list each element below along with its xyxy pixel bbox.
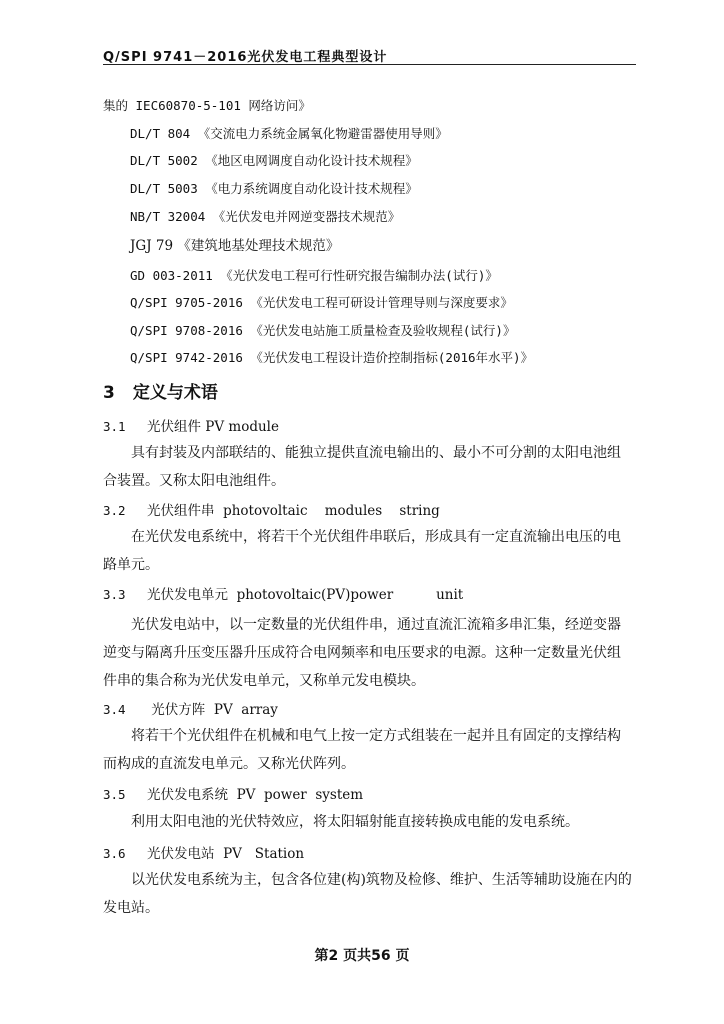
page-footer: 第2 页共56 页 (314, 948, 410, 964)
term-number: 3.1 (103, 419, 126, 434)
term-definition (103, 866, 634, 922)
reference-item: Q/SPI 9708-2016 《光伏发电站施工质量检查及验收规程(试行)》 (130, 323, 516, 338)
reference-item: DL/T 804 《交流电力系统金属氧化物避雷器使用导则》 (130, 126, 448, 141)
term-heading (103, 842, 304, 862)
term-definition (103, 808, 634, 836)
term-number: 3.2 (103, 503, 126, 518)
term-label: 光伏发电系统 PV power system (147, 787, 364, 803)
term-label: 光伏组件串 photovoltaic modules string (147, 503, 440, 519)
page-header: Q/SPI 9741－2016光伏发电工程典型设计 (103, 46, 636, 65)
reference-item: DL/T 5003 《电力系统调度自动化设计技术规程》 (130, 181, 418, 196)
term-heading (103, 698, 278, 718)
reference-item: GD 003-2011 《光伏发电工程可行性研究报告编制办法(试行)》 (130, 268, 498, 283)
reference-item: Q/SPI 9742-2016 《光伏发电工程设计造价控制指标(2016年水平)》 (130, 350, 534, 365)
term-label: 光伏组件 PV module (147, 419, 279, 435)
reference-item: NB/T 32004 《光伏发电并网逆变器技术规范》 (130, 209, 401, 224)
reference-item: Q/SPI 9705-2016 《光伏发电工程可研设计管理导则与深度要求》 (130, 295, 513, 310)
term-number: 3.4 (103, 702, 126, 717)
term-heading (103, 583, 463, 603)
term-number: 3.6 (103, 846, 126, 861)
section-heading (103, 378, 218, 403)
term-definition-text: 以光伏发电系统为主，包含各位建(构)筑物及检修、维护、生活等辅助设施在内的发电站。 (103, 872, 632, 916)
term-label: 光伏方阵 PV array (147, 702, 278, 718)
term-number: 3.5 (103, 787, 126, 802)
term-number: 3.3 (103, 587, 126, 602)
term-definition (103, 523, 634, 579)
term-definition-text: 具有封装及内部联结的、能独立提供直流电输出的、最小不可分割的太阳电池组合装置。又称太阳电池组件。 (103, 445, 621, 489)
term-definition (103, 722, 634, 778)
term-heading (103, 499, 440, 519)
reference-item: JGJ 79 《建筑地基处理技术规范》 (130, 238, 340, 254)
term-definition (103, 439, 634, 495)
term-label: 光伏发电单元 photovoltaic(PV)power unit (147, 587, 464, 603)
term-heading (103, 783, 363, 803)
term-heading (103, 415, 279, 435)
reference-continuation: 集的 IEC60870-5-101 网络访问》 (103, 98, 311, 113)
term-definition-text: 利用太阳电池的光伏特效应，将太阳辐射能直接转换成电能的发电系统。 (131, 814, 579, 830)
term-label: 光伏发电站 PV Station (147, 846, 305, 862)
section-title: 定义与术语 (132, 383, 218, 403)
reference-item: DL/T 5002 《地区电网调度自动化设计技术规程》 (130, 153, 418, 168)
term-definition (103, 611, 634, 695)
term-definition-text: 光伏发电站中，以一定数量的光伏组件串，通过直流汇流箱多串汇集，经逆变器逆变与隔离升压变压器升压成符合电网频率和电压要求的电源。这种一定数量光伏组件串的集合称为光伏发电单元，又称单元发电模块。 (103, 617, 621, 689)
term-definition-text: 在光伏发电系统中，将若干个光伏组件串联后，形成具有一定直流输出电压的电路单元。 (103, 529, 621, 573)
section-number: 3 (103, 383, 115, 403)
term-definition-text: 将若干个光伏组件在机械和电气上按一定方式组装在一起并且有固定的支撑结构而构成的直流发电单元。又称光伏阵列。 (103, 728, 621, 772)
